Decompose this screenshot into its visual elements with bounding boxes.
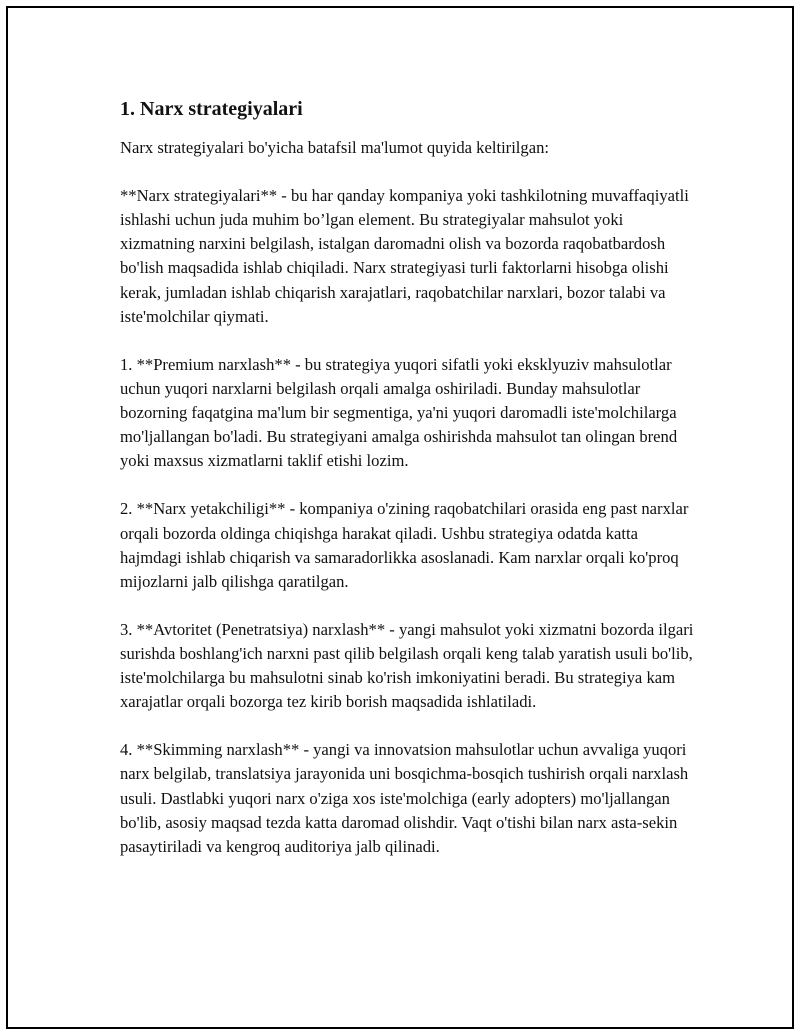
intro-paragraph: Narx strategiyalari bo'yicha batafsil ma'lumot quyida keltirilgan: — [120, 138, 549, 157]
paragraph-penetration-pricing: 3. **Avtoritet (Penetratsiya) narxlash** - yangi mahsulot yoki xizmatni bozorda ilgari surishda boshlang'ich narxni past qilib belgilash orqali keng talab yaratish usuli bo'lib, iste'molchilarga bu mahsulotni sinab ko'rish imkoniyatini beradi. Bu strategiya kam xarajatlar orqali bozorga tez kirib borish maqsadida ishlatiladi. — [120, 619, 694, 712]
document-body — [120, 96, 700, 883]
paragraph-premium-pricing: 1. **Premium narxlash** - bu strategiya yuqori sifatli yoki eksklyuziv mahsulotlar uchun yuqori narxlarni belgilash orqali amalga oshiriladi. Bunday mahsulotlar bozorning faqatgina ma'lum bir segmentiga, ya'ni yuqori daromadli iste'molchilarga mo'ljallangan bo'ladi. Bu strategiyani amalga oshirishda mahsulot tan olingan brend yoki maxsus xizmatlarni taklif etishi lozim. — [120, 354, 678, 471]
paragraph-skimming-pricing: 4. **Skimming narxlash** - yangi va innovatsion mahsulotlar uchun avvaliga yuqori narx belgilab, translatsiya jarayonida uni bosqichma-bosqich tushirish orqali narxlash usuli. Dastlabki yuqori narx o'ziga xos iste'molchiga (early adopters) mo'ljallangan bo'lib, asosiy maqsad tezda katta daromad olishdir. Vaqt o'tishi bilan narx asta-sekin pasaytiriladi va kengroq auditoriya jalb qilinadi. — [120, 740, 689, 856]
paragraph-overview: **Narx strategiyalari** - bu har qanday kompaniya yoki tashkilotning muvaffaqiyatli ishlashi uchun juda muhim bo’lgan element. Bu strategiyalar mahsulot yoki xizmatning narxini belgilash, istalgan daromadni olish va bozorda raqobatbardosh bo'lish maqsadida ishlab chiqiladi. Narx strategiyasi turli faktorlarni hisobga olishi kerak, jumladan ishlab chiqarish xarajatlari, raqobatchilar narxlari, bozor talabi va iste'molchilar qiymati. — [120, 186, 689, 326]
paragraph-price-leadership: 2. **Narx yetakchiligi** - kompaniya o'zining raqobatchilari orasida eng past narxlar orqali bozorda oldinga chiqishga harakat qiladi. Ushbu strategiya odatda katta hajmdagi ishlab chiqarish va samaradorlikka asoslanadi. Kam narxlar orqali ko'proq mijozlarni jalb qilishga qaratilgan. — [120, 499, 689, 591]
page-title: 1. Narx strategiyalari — [120, 98, 303, 120]
page-frame — [6, 6, 794, 1029]
